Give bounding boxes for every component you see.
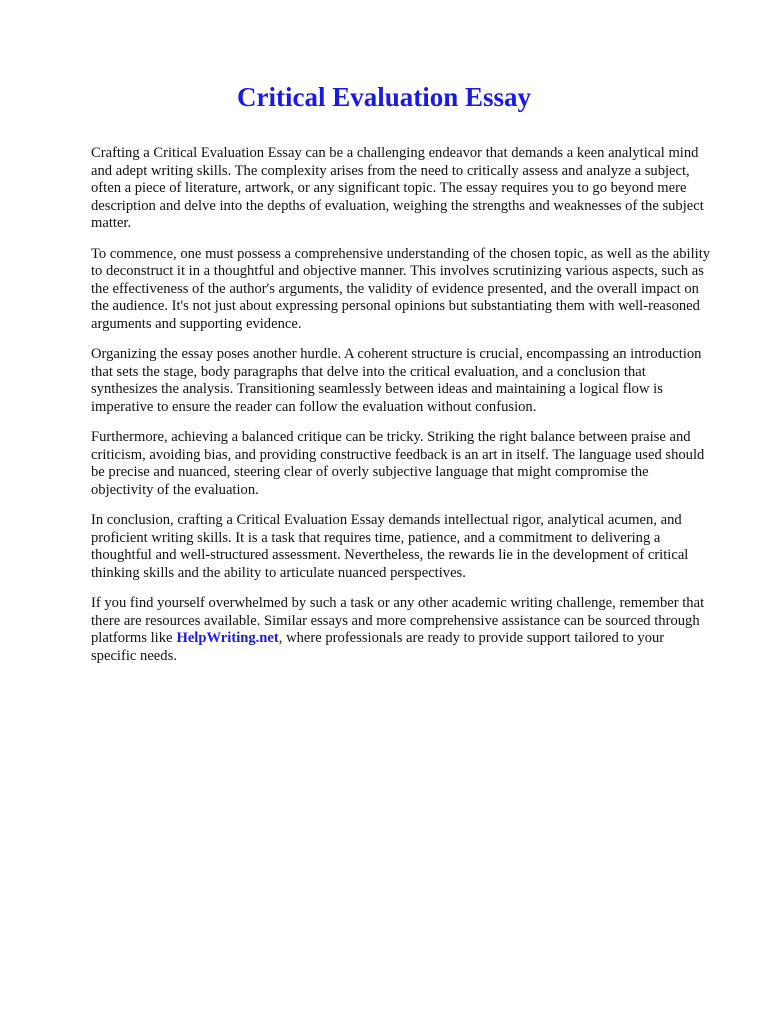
paragraph-6-before-link: If you find yourself overwhelmed by such a task or any other academic writing challenge, remember that there are resources available. Similar essays and more comprehensive assistance can be sourced through platforms like xyxy=(91,595,705,646)
paragraph-3: Organizing the essay poses another hurdle. A coherent structure is crucial, encompassing an introduction that sets the stage, body paragraphs that delve into the critical evaluation, and a conclusion that synthesizes the analysis. Transitioning seamlessly between ideas and maintaining a logical flow is imperative to ensure the reader can follow the evaluation without confusion. xyxy=(91,346,702,415)
paragraph-5: In conclusion, crafting a Critical Evaluation Essay demands intellectual rigor, analytical acumen, and proficient writing skills. It is a task that requires time, patience, and a commitment to delivering a thoughtful and well-structured assessment. Nevertheless, the rewards lie in the development of critical thinking skills and the ability to articulate nuanced perspectives. xyxy=(91,512,689,581)
paragraph-1: Crafting a Critical Evaluation Essay can be a challenging endeavor that demands a keen analytical mind and adept writing skills. The complexity arises from the need to critically assess and analyze a subject, often a piece of literature, artwork, or any significant topic. The essay requires you to go beyond mere description and delve into the depths of evaluation, weighing the strengths and weaknesses of the subject matter. xyxy=(91,145,704,231)
helpwriting-link[interactable]: HelpWriting.net xyxy=(176,630,279,646)
page-title: Critical Evaluation Essay xyxy=(236,82,532,112)
paragraph-2: To commence, one must possess a comprehensive understanding of the chosen topic, as well as the ability to deconstruct it in a thoughtful and objective manner. This involves scrutinizing various aspects, such as the effectiveness of the author's arguments, the validity of evidence presented, and the overall impact on the audience. It's not just about expressing personal opinions but substantiating them with well-reasoned arguments and supporting evidence. xyxy=(91,245,711,332)
paragraph-4: Furthermore, achieving a balanced critique can be tricky. Striking the right balance between praise and criticism, avoiding bias, and providing constructive feedback is an art in itself. The language used should be precise and nuanced, steering clear of overly subjective language that might compromise the objectivity of the evaluation. xyxy=(91,429,705,498)
essay-body xyxy=(91,145,711,678)
paragraph-6-after-link: , where professionals are ready to provide support tailored to your specific needs. xyxy=(91,630,665,664)
paragraph-6 xyxy=(91,595,711,665)
